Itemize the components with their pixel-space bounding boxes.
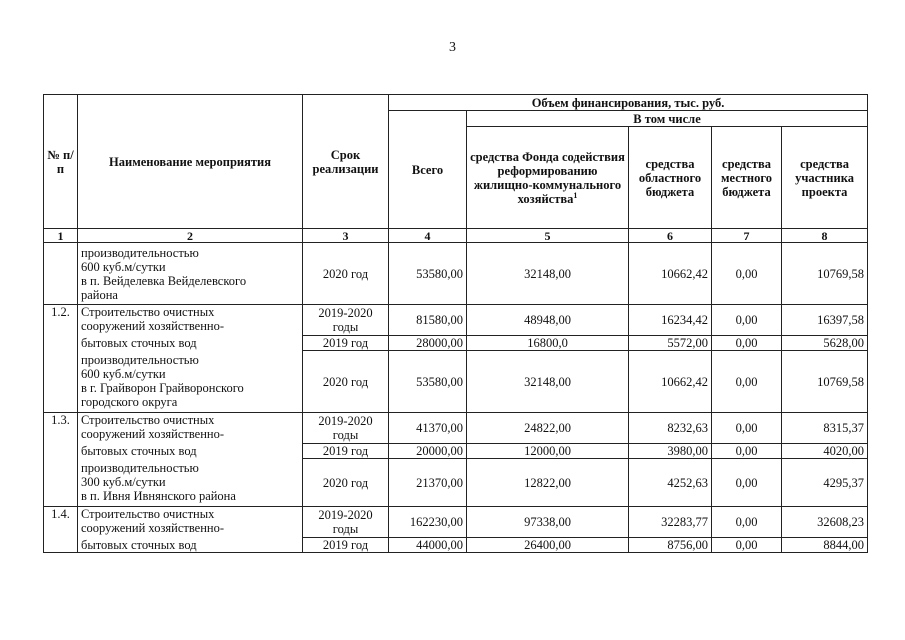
row-local: 0,00 xyxy=(712,444,782,459)
name-line: городского округа xyxy=(81,395,178,410)
name-line: производительностью xyxy=(81,245,199,260)
header-local: средства местного бюджета xyxy=(712,127,782,229)
name-line: 600 куб.м/сутки xyxy=(81,367,166,382)
row-number xyxy=(44,243,78,305)
row-name xyxy=(78,243,303,305)
row-fund: 32148,00 xyxy=(467,243,629,305)
table-row xyxy=(44,243,868,305)
column-number: 2 xyxy=(78,229,303,243)
name-line: бытовых сточных вод xyxy=(81,336,197,350)
name-line: Строительство очистных xyxy=(81,305,215,319)
row-total: 21370,00 xyxy=(389,459,467,507)
row-number xyxy=(44,444,78,459)
name-line: бытовых сточных вод xyxy=(81,444,197,458)
table-body xyxy=(44,243,868,553)
row-term: 2019-2020 годы xyxy=(303,507,389,538)
row-local: 0,00 xyxy=(712,538,782,553)
table-row xyxy=(44,413,868,444)
column-number: 6 xyxy=(629,229,712,243)
row-total: 162230,00 xyxy=(389,507,467,538)
column-number: 1 xyxy=(44,229,78,243)
row-term: 2020 год xyxy=(303,351,389,413)
row-total: 44000,00 xyxy=(389,538,467,553)
row-total: 53580,00 xyxy=(389,351,467,413)
row-regional: 8756,00 xyxy=(629,538,712,553)
table-row xyxy=(44,538,868,553)
header-regional: средства областного бюджета xyxy=(629,127,712,229)
name-line: в п. Ивня Ивнянского района xyxy=(81,489,236,504)
name-line: Строительство очистных xyxy=(81,413,215,427)
row-total: 20000,00 xyxy=(389,444,467,459)
footnote-marker: 1 xyxy=(573,190,578,200)
table-row xyxy=(44,305,868,336)
table-row xyxy=(44,444,868,459)
row-term: 2020 год xyxy=(303,243,389,305)
name-line: сооружений хозяйственно- xyxy=(81,319,225,333)
row-regional: 5572,00 xyxy=(629,336,712,351)
header-financing: Объем финансирования, тыс. руб. xyxy=(389,95,868,111)
row-participant: 16397,58 xyxy=(782,305,868,336)
name-line: производительностью xyxy=(81,353,199,368)
name-line: в п. Вейделевка Вейделевского xyxy=(81,273,247,288)
row-name xyxy=(78,459,303,507)
table-row xyxy=(44,336,868,351)
row-regional: 8232,63 xyxy=(629,413,712,444)
row-number xyxy=(44,336,78,351)
column-number: 4 xyxy=(389,229,467,243)
name-line: производительностью xyxy=(81,461,199,476)
row-number: 1.3. xyxy=(44,413,78,444)
row-name xyxy=(78,538,303,553)
row-number xyxy=(44,351,78,413)
row-name xyxy=(78,336,303,351)
row-participant: 10769,58 xyxy=(782,351,868,413)
row-participant: 10769,58 xyxy=(782,243,868,305)
row-participant: 32608,23 xyxy=(782,507,868,538)
row-name xyxy=(78,351,303,413)
row-fund: 24822,00 xyxy=(467,413,629,444)
row-term: 2019 год xyxy=(303,444,389,459)
row-number: 1.4. xyxy=(44,507,78,538)
row-regional: 16234,42 xyxy=(629,305,712,336)
row-number xyxy=(44,459,78,507)
header-fund-text: средства Фонда содействия реформированию жилищно-коммунального хозяйства xyxy=(470,149,625,206)
row-name xyxy=(78,444,303,459)
header-total: Всего xyxy=(389,111,467,229)
table-row xyxy=(44,351,868,413)
row-total: 53580,00 xyxy=(389,243,467,305)
row-regional: 32283,77 xyxy=(629,507,712,538)
row-local: 0,00 xyxy=(712,305,782,336)
row-regional: 10662,42 xyxy=(629,243,712,305)
column-numbers-row xyxy=(44,229,868,243)
row-term: 2019-2020 годы xyxy=(303,305,389,336)
row-total: 81580,00 xyxy=(389,305,467,336)
header-including: В том числе xyxy=(467,111,868,127)
row-term: 2019 год xyxy=(303,336,389,351)
financing-table xyxy=(43,94,868,553)
column-number: 7 xyxy=(712,229,782,243)
row-local: 0,00 xyxy=(712,459,782,507)
name-line: 600 куб.м/сутки xyxy=(81,259,166,274)
header-term: Срок реализации xyxy=(303,95,389,229)
header-participant: средства участника проекта xyxy=(782,127,868,229)
row-local: 0,00 xyxy=(712,507,782,538)
table-row xyxy=(44,507,868,538)
row-fund: 12822,00 xyxy=(467,459,629,507)
row-local: 0,00 xyxy=(712,351,782,413)
name-line: 300 куб.м/сутки xyxy=(81,475,166,490)
row-fund: 12000,00 xyxy=(467,444,629,459)
header-name: Наименование мероприятия xyxy=(78,95,303,229)
row-participant: 5628,00 xyxy=(782,336,868,351)
row-term: 2019-2020 годы xyxy=(303,413,389,444)
row-total: 28000,00 xyxy=(389,336,467,351)
name-line: Строительство очистных xyxy=(81,507,215,521)
row-local: 0,00 xyxy=(712,413,782,444)
row-total: 41370,00 xyxy=(389,413,467,444)
column-number: 5 xyxy=(467,229,629,243)
row-name xyxy=(78,413,303,444)
row-fund: 16800,0 xyxy=(467,336,629,351)
table-row xyxy=(44,459,868,507)
row-term: 2019 год xyxy=(303,538,389,553)
row-name xyxy=(78,305,303,336)
header-num: № п/п xyxy=(44,95,78,229)
row-regional: 10662,42 xyxy=(629,351,712,413)
row-participant: 4295,37 xyxy=(782,459,868,507)
row-fund: 97338,00 xyxy=(467,507,629,538)
row-number: 1.2. xyxy=(44,305,78,336)
row-regional: 4252,63 xyxy=(629,459,712,507)
name-line: в г. Грайворон Грайворонского xyxy=(81,381,244,396)
row-number xyxy=(44,538,78,553)
page-number: 3 xyxy=(449,40,456,55)
row-participant: 8315,37 xyxy=(782,413,868,444)
row-fund: 48948,00 xyxy=(467,305,629,336)
column-number: 3 xyxy=(303,229,389,243)
name-line: района xyxy=(81,287,118,302)
row-name xyxy=(78,507,303,538)
table-header xyxy=(44,95,868,243)
row-term: 2020 год xyxy=(303,459,389,507)
row-local: 0,00 xyxy=(712,336,782,351)
row-fund: 26400,00 xyxy=(467,538,629,553)
row-participant: 4020,00 xyxy=(782,444,868,459)
name-line: сооружений хозяйственно- xyxy=(81,521,225,535)
header-fund xyxy=(467,127,629,229)
name-line: бытовых сточных вод xyxy=(81,537,197,552)
row-fund: 32148,00 xyxy=(467,351,629,413)
row-regional: 3980,00 xyxy=(629,444,712,459)
row-participant: 8844,00 xyxy=(782,538,868,553)
column-number: 8 xyxy=(782,229,868,243)
row-local: 0,00 xyxy=(712,243,782,305)
name-line: сооружений хозяйственно- xyxy=(81,427,225,441)
